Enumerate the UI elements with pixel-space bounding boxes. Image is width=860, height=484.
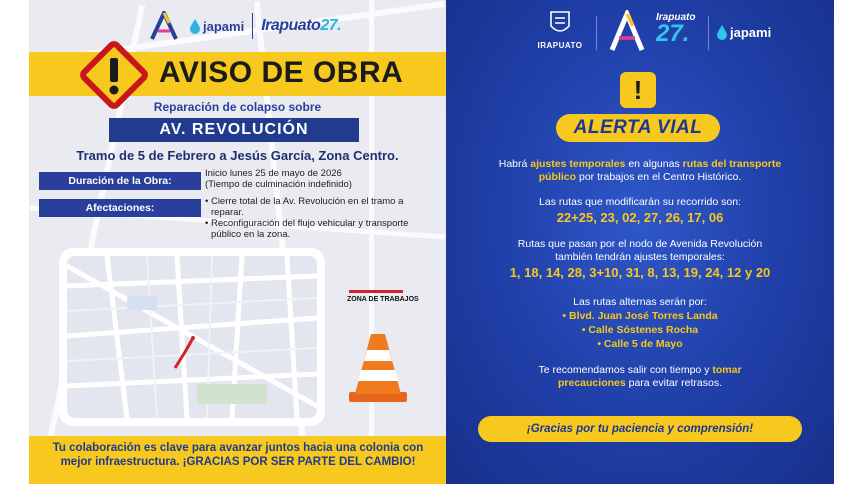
recommendation-paragraph: Te recomendamos salir con tiempo y tomar precauciones para evitar retrasos. xyxy=(538,364,742,389)
irapuato-27-logo: Irapuato27. xyxy=(261,17,342,34)
subtitle: Reparación de colapso sobre xyxy=(153,100,322,114)
location-map xyxy=(67,256,317,418)
header-logos-right xyxy=(526,10,772,54)
routes-modified-list: 22+25, 23, 02, 27, 26, 17, 06 xyxy=(556,210,724,225)
logo-divider xyxy=(708,16,709,50)
water-drop-icon xyxy=(716,24,728,40)
japami-logo: japami xyxy=(716,24,771,40)
alerta-vial-poster xyxy=(446,0,834,484)
location-map-card xyxy=(59,248,325,426)
con-paso-firme-logo xyxy=(604,10,650,54)
logo-divider xyxy=(252,13,253,39)
footer-message: Tu colaboración es clave para avanzar juntos hacia una colonia con mejor infraestructura. ¡GRACIAS POR SER PARTE DEL CAMBIO! xyxy=(52,442,424,468)
crest-icon xyxy=(549,10,571,36)
irapuato-crest-logo: IRAPUATO xyxy=(530,10,590,50)
header-logos xyxy=(147,8,367,44)
node-routes-list: 1, 18, 14, 28, 3+10, 31, 8, 13, 19, 24, 12 y 20 xyxy=(509,265,771,280)
legend-line xyxy=(349,290,403,293)
routes-modified-heading: Las rutas que modificarán su recorrido son: xyxy=(539,196,741,208)
legend-label: ZONA DE TRABAJOS xyxy=(347,296,419,303)
logo-divider xyxy=(596,16,597,50)
water-drop-icon xyxy=(189,18,201,34)
alternate-routes-heading: Las rutas alternas serán por: xyxy=(573,296,707,308)
exclamation-icon: ! xyxy=(620,72,656,108)
intro-paragraph: Habrá ajustes temporales en algunas rutas del transporte público por trabajos en el Centro Histórico. xyxy=(498,158,782,183)
duracion-label: Duración de la Obra: xyxy=(39,172,201,190)
irapuato-27-logo: Irapuato 27. xyxy=(656,12,696,47)
traffic-cone-icon xyxy=(343,330,413,404)
afectaciones-label: Afectaciones: xyxy=(39,199,201,217)
street-map xyxy=(67,256,317,418)
node-routes-heading: Rutas que pasan por el nodo de Avenida Revolución también tendrán ajustes temporales: xyxy=(517,238,763,263)
duracion-value: Inicio lunes 25 de mayo de 2026 (Tiempo de culminación indefinido) xyxy=(205,168,352,190)
alert-title: ALERTA VIAL xyxy=(556,114,720,142)
page-title: AVISO DE OBRA xyxy=(159,56,404,89)
afectaciones-list: • Cierre total de la Av. Revolución en el tramo a reparar. • Reconfiguración del flujo vehicular y transporte público en la zona. xyxy=(205,196,409,240)
con-paso-firme-logo xyxy=(147,11,181,41)
japami-logo xyxy=(189,18,244,34)
avenue-label: AV. REVOLUCIÓN xyxy=(109,118,359,142)
aviso-de-obra-poster xyxy=(29,0,446,484)
alternate-routes-list: • Blvd. Juan José Torres Landa • Calle Sóstenes Rocha • Calle 5 de Mayo xyxy=(562,310,718,350)
thanks-banner: ¡Gracias por tu paciencia y comprensión! xyxy=(478,416,802,442)
japami-wordmark: japami xyxy=(203,18,245,34)
tramo-text: Tramo de 5 de Febrero a Jesús García, Zona Centro. xyxy=(76,148,399,163)
